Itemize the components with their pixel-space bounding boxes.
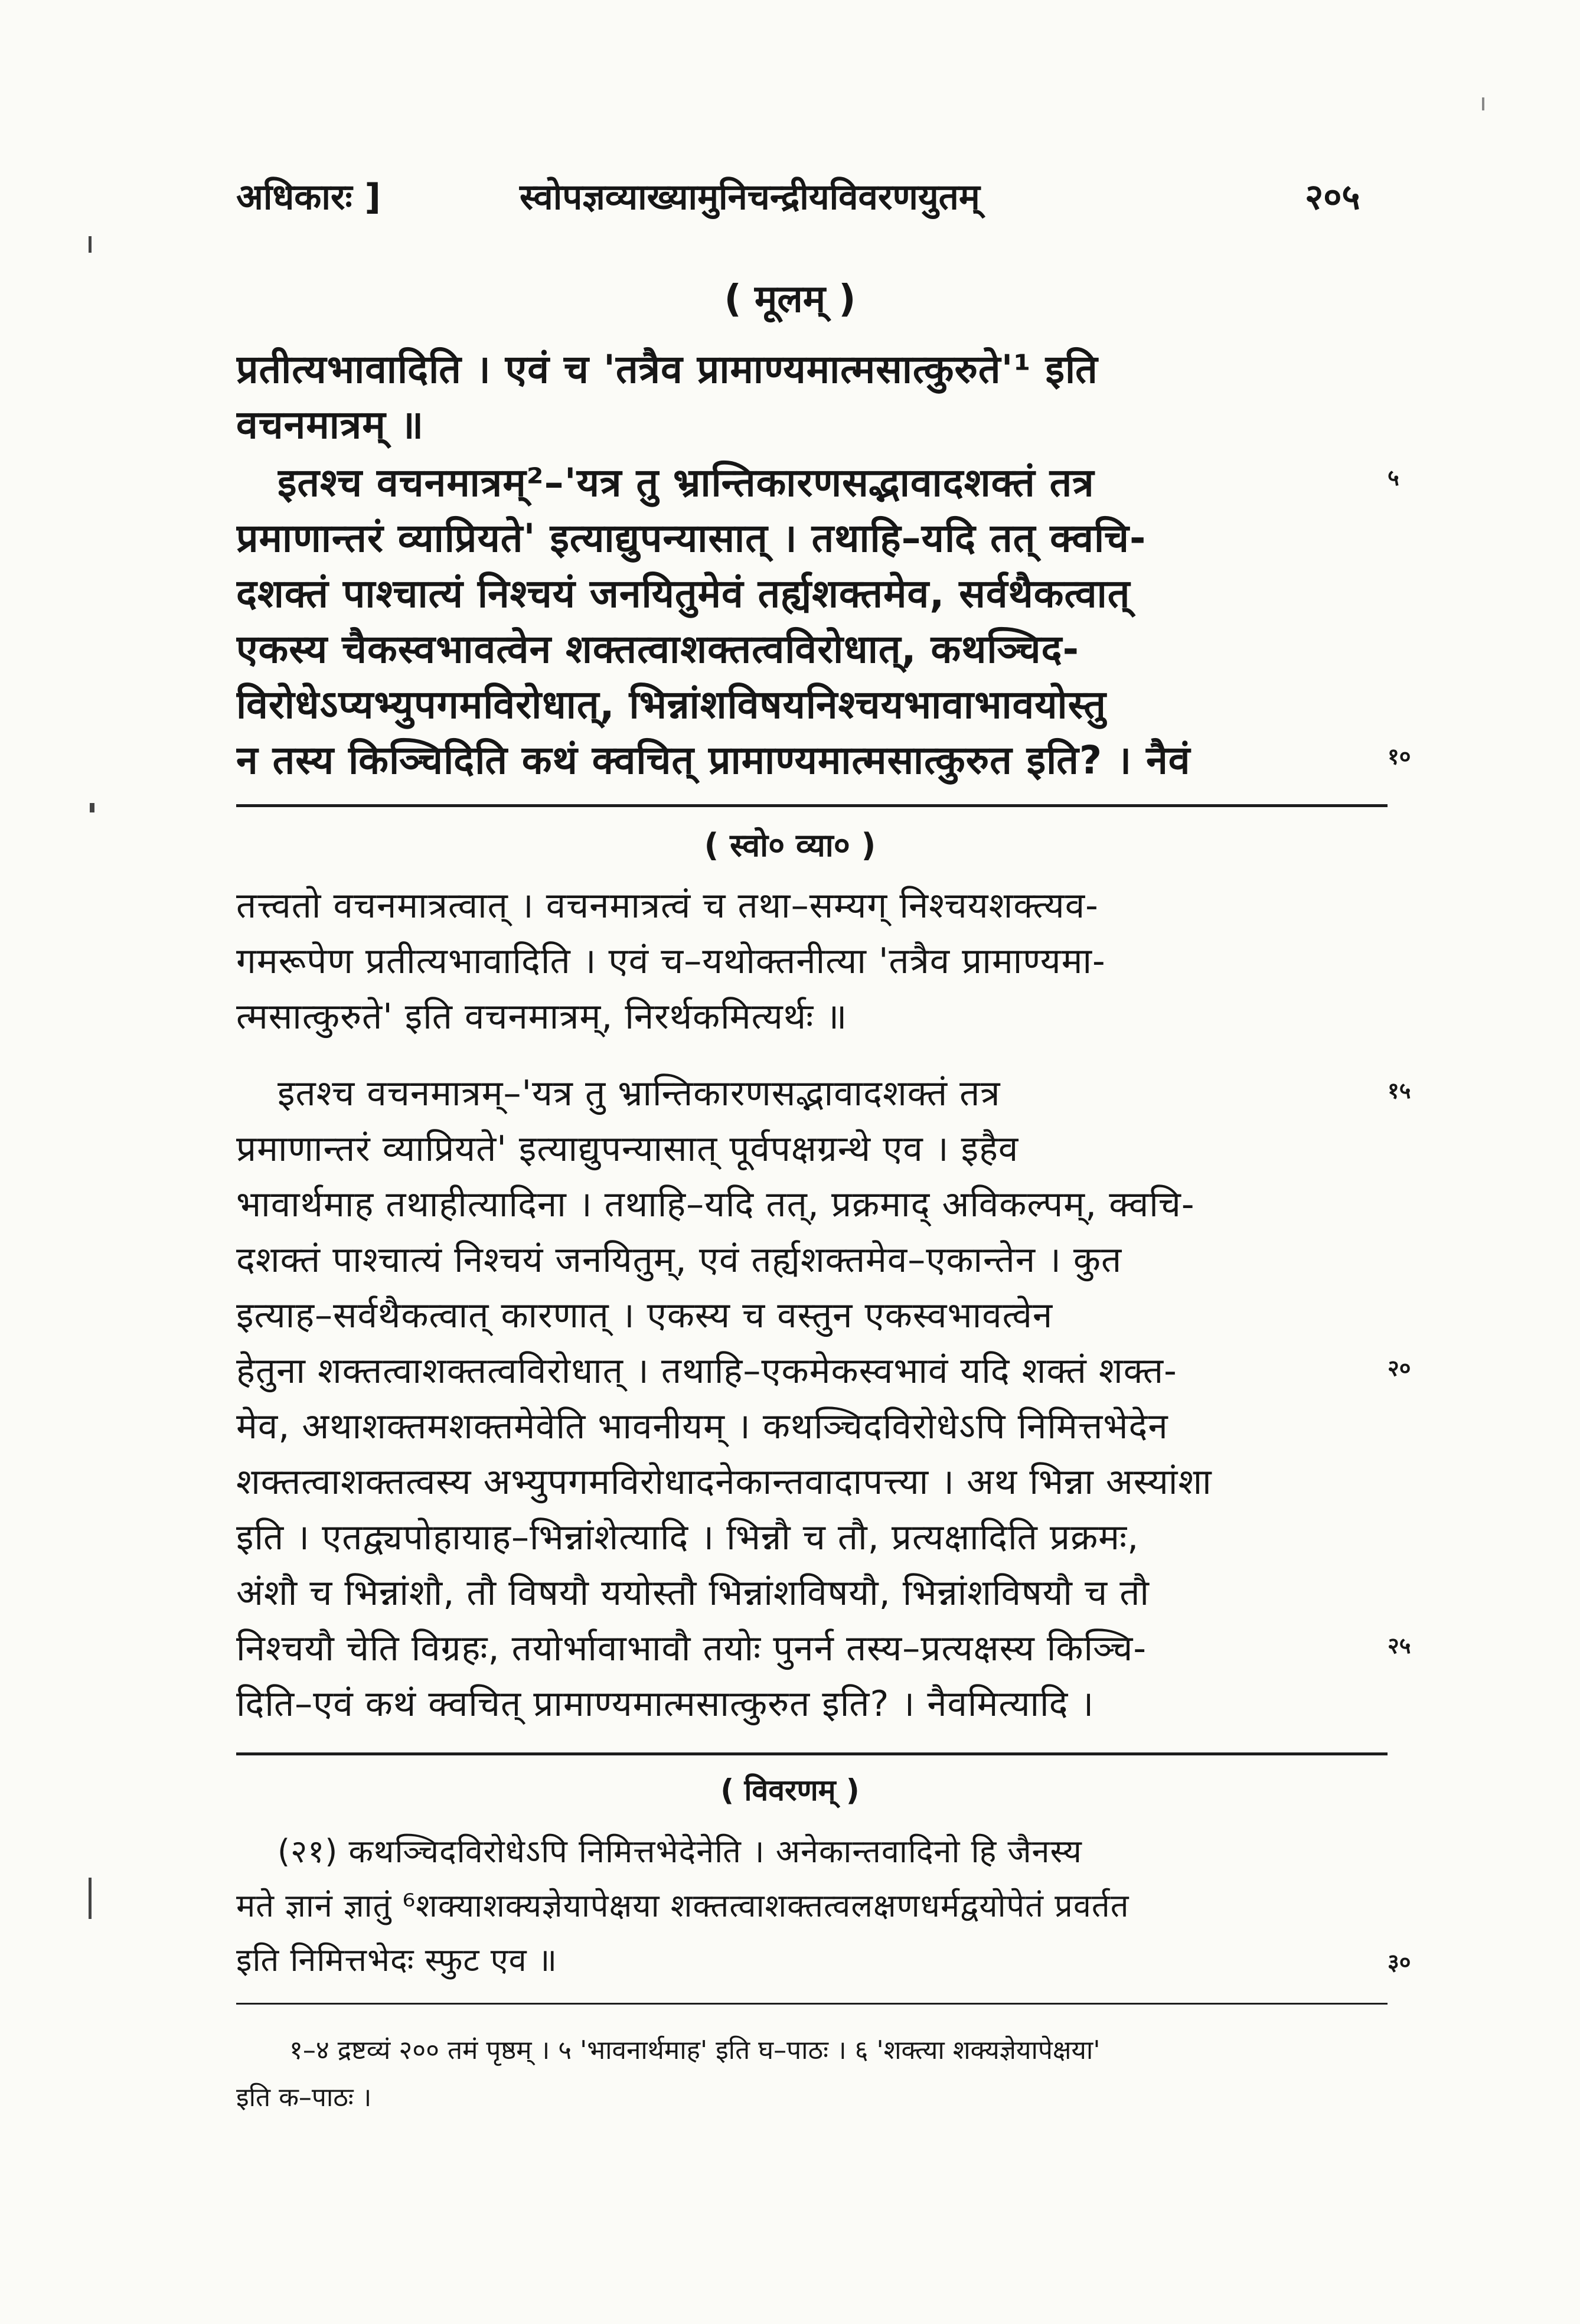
footnote-divider <box>236 2003 1388 2005</box>
line-number: १५ <box>1388 1078 1411 1104</box>
vyakhya-line-5: प्रमाणान्तरं व्याप्रियते' इत्याद्युपन्यासात् पूर्वपक्षग्रन्थे एव । इहैव <box>236 1128 1019 1170</box>
scan-speck <box>90 803 94 812</box>
line-number: ३० <box>1388 1949 1411 1975</box>
mula-line-2: वचनमात्रम् ॥ <box>236 402 425 448</box>
line-number: २० <box>1388 1355 1411 1381</box>
vivarana-line-2: मते ज्ञानं ज्ञातुं ⁶शक्याशक्यज्ञेयापेक्षया शक्तत्वाशक्तत्वलक्षणधर्मद्वयोपेतं प्रवर्तत <box>236 1887 1129 1924</box>
vyakhya-line-10: मेव, अथाशक्तमशक्तमेवेति भावनीयम् । कथञ्चिदविरोधेऽपि निमित्तभेदेन <box>236 1406 1168 1447</box>
mula-line-7: विरोधेऽप्यभ्युपगमविरोधात्, भिन्नांशविषयनिश्चयभावाभावयोस्तु <box>236 682 1106 727</box>
vyakhya-line-2: गमरूपेण प्रतीत्यभावादिति । एवं च–यथोक्तनीत्या 'तत्रैव प्रामाण्यमा- <box>236 941 1106 982</box>
vyakhya-line-11: शक्तत्वाशक्तत्वस्य अभ्युपगमविरोधादनेकान्तवादापत्त्या । अथ भिन्ना अस्यांशा <box>236 1461 1212 1503</box>
scan-speck <box>1482 97 1484 110</box>
running-header-title: स्वोपज्ञव्याख्यामुनिचन्द्रीयविवरणयुतम् <box>520 177 980 218</box>
vyakhya-line-12: इति । एतद्व्यपोहायाह–भिन्नांशेत्यादि । भिन्नौ च तौ, प्रत्यक्षादिति प्रक्रमः, <box>236 1517 1140 1558</box>
mula-line-5: दशक्तं पाश्चात्यं निश्चयं जनयितुमेवं तर्ह्यशक्तमेव, सर्वथैकत्वात् <box>236 571 1131 616</box>
line-number: १० <box>1388 743 1411 769</box>
vyakhya-line-7: दशक्तं पाश्चात्यं निश्चयं जनयितुम्, एवं तर्ह्यशक्तमेव–एकान्तेन । कुत <box>236 1239 1122 1281</box>
line-number: २५ <box>1388 1633 1411 1659</box>
vyakhya-line-4: इतश्च वचनमात्रम्–'यत्र तु भ्रान्तिकारणसद्भावादशक्तं तत्र <box>278 1073 1001 1114</box>
vyakhya-line-8: इत्याह–सर्वथैकत्वात् कारणात् । एकस्य च वस्तुन एकस्वभावत्वेन <box>236 1295 1053 1336</box>
mula-line-6: एकस्य चैकस्वभावत्वेन शक्तत्वाशक्तत्वविरोधात्, कथञ्चिद- <box>236 626 1079 672</box>
running-header-left: अधिकारः ] <box>236 177 381 218</box>
line-number: ५ <box>1388 465 1399 491</box>
mula-line-8: न तस्य किञ्चिदिति कथं क्वचित् प्रामाण्यमात्मसात्कुरुत इति? । नैवं <box>236 737 1191 783</box>
page-number: २०५ <box>1305 177 1360 218</box>
mula-line-1: प्रतीत्यभावादिति । एवं च 'तत्रैव प्रामाण्यमात्मसात्कुरुते'¹ इति <box>236 347 1098 392</box>
section-divider <box>236 804 1388 807</box>
mula-line-3: इतश्च वचनमात्रम्²–'यत्र तु भ्रान्तिकारणसद्भावादशक्तं तत्र <box>278 460 1095 505</box>
vyakhya-line-15: दिति–एवं कथं क्वचित् प्रामाण्यमात्मसात्कुरुत इति? । नैवमित्यादि । <box>236 1683 1095 1725</box>
scan-speck <box>89 236 92 253</box>
vyakhya-line-9: हेतुना शक्तत्वाशक्तत्वविरोधात् । तथाहि–एकमेकस्वभावं यदि शक्तं शक्त- <box>236 1350 1177 1392</box>
mula-title: ( मूलम् ) <box>724 278 856 321</box>
scan-speck <box>89 1878 92 1919</box>
mula-line-4: प्रमाणान्तरं व्याप्रियते' इत्याद्युपन्यासात् । तथाहि–यदि तत् क्वचि- <box>236 515 1147 561</box>
vyakhya-title: ( स्वो० व्या० ) <box>704 827 876 864</box>
footnote-line-1: १–४ द्रष्टव्यं २०० तमं पृष्ठम् । ५ 'भावनार्थमाह' इति घ–पाठः । ६ 'शक्त्या शक्यज्ञेयापेक्षया' <box>289 2035 1101 2065</box>
vyakhya-line-3: त्मसात्कुरुते' इति वचनमात्रम्, निरर्थकमित्यर्थः ॥ <box>236 996 848 1037</box>
footnote-line-2: इति क–पाठः । <box>236 2083 372 2113</box>
vyakhya-line-1: तत्त्वतो वचनमात्रत्वात् । वचनमात्रत्वं च तथा–सम्यग् निश्चयशक्त्यव- <box>236 885 1099 926</box>
vyakhya-line-6: भावार्थमाह तथाहीत्यादिना । तथाहि–यदि तत्, प्रक्रमाद् अविकल्पम्, क्वचि- <box>236 1184 1195 1225</box>
vivarana-line-1: (२१) कथञ्चिदविरोधेऽपि निमित्तभेदेनेति । अनेकान्तवादिनो हि जैनस्य <box>278 1833 1082 1870</box>
vivarana-line-3: इति निमित्तभेदः स्फुट एव ॥ <box>236 1941 558 1979</box>
vyakhya-line-14: निश्चयौ चेति विग्रहः, तयोर्भावाभावौ तयोः पुनर्न तस्य–प्रत्यक्षस्य किञ्चि- <box>236 1628 1147 1669</box>
vyakhya-line-13: अंशौ च भिन्नांशौ, तौ विषयौ ययोस्तौ भिन्नांशविषयौ, भिन्नांशविषयौ च तौ <box>236 1572 1150 1614</box>
vivarana-title: ( विवरणम् ) <box>720 1773 860 1807</box>
section-divider <box>236 1752 1388 1755</box>
